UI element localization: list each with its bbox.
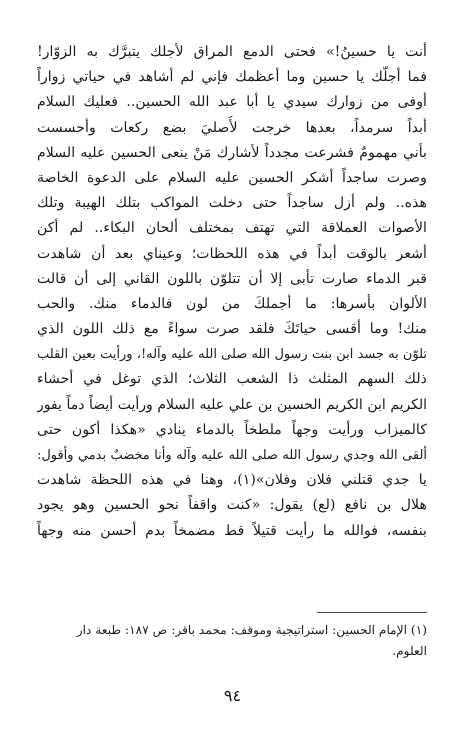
body-line: بنفسه، فوالله ما رأيت قتيلاً قط مضمخاً بدم أحسن منه وجهاً	[37, 522, 427, 539]
body-line: أشعر بالوقت أبداً في هذه اللحظات؛ وعيناي بعد أن شاهدت	[37, 245, 427, 262]
body-line: هذه.. ولم أزل ساجداً حتى دخلت المواكب بتلك الهيبة وتلك	[37, 195, 427, 212]
body-line: فما أجلّك يا حسين وما أعظمك فإني لم أشاهد في حياتي زواراً	[37, 69, 427, 86]
body-line: منك! وما أقسى حياتَكَ فلقد صرت سواءً مع ذلك اللون الذي	[37, 321, 427, 338]
body-line: وصرت ساجداً أشكر الحسين عليه السلام على الدعوة الخاصة	[37, 169, 427, 186]
body-line: قبر الدماء صارت تأبى إلا أن تتلوّن باللون القاني إلى أن قالت	[37, 270, 427, 287]
page-number: ٩٤	[223, 686, 242, 705]
body-line: الألوان بأسرها: ما أجملكَ من لون فالدماء منك. والحب	[37, 295, 427, 312]
body-line: أبداً سرمداً، بعدها خرجت لأُصليَ بضع ركعات وأحسست	[37, 119, 427, 136]
body-line: كالميزاب ورأيت وجهاً ملطخاً بالدماء ينادي «هكذا أكون حتى	[37, 421, 427, 438]
body-line: أوفى من زوارك سيدي يا أبا عبد الله الحسين.. فعليك السلام	[37, 94, 427, 111]
body-line: ذلك السهم المثلث ذا الشعب الثلاث؛ الذي توغل في أحشاء	[37, 371, 427, 388]
body-line: هلال بن نافع (لع) يقول: «كنت واقفاً نحو الحسين وهو يجود	[37, 497, 427, 514]
body-line: بأني مهمومٌ فشرعت مجدداً لأشارك مَنْ ينعى الحسين عليه السلام	[37, 144, 427, 161]
footnote-line: (١) الإمام الحسين: استراتيجية وموقف: محمد باقر: ص ١٨٧: طبعة دار	[76, 623, 427, 637]
footnote-line: العلوم.	[392, 644, 427, 658]
body-paragraph	[37, 40, 427, 544]
body-line: تلوّن به جسد ابن بنت رسول الله صلى الله عليه وآله!، ورأيت بعين القلب	[37, 347, 427, 363]
body-line: يا جدي قتلني فلان وفلان»(١)، وهنا في هذه اللحظة شاهدت	[37, 472, 427, 489]
body-line: أنت يا حسينُ!» فحتى الدمع المراق لأجلك يتبرَّك به الزوّار!	[37, 44, 427, 60]
body-line: ألقى الله وجدي رسول الله صلى الله عليه وآله وأنا مخضبٌ بدمي وأقول:	[37, 448, 427, 463]
footnote	[37, 620, 427, 662]
body-line: الأصوات العملاقة التي تهتف بمختلف ألحان البكاء.. لم أكن	[37, 220, 427, 237]
body-line: الكريم ابن الكريم الحسين بن علي عليه السلام ورأيت أيضاً دماً يفور	[37, 396, 427, 413]
footnote-divider	[317, 612, 427, 613]
